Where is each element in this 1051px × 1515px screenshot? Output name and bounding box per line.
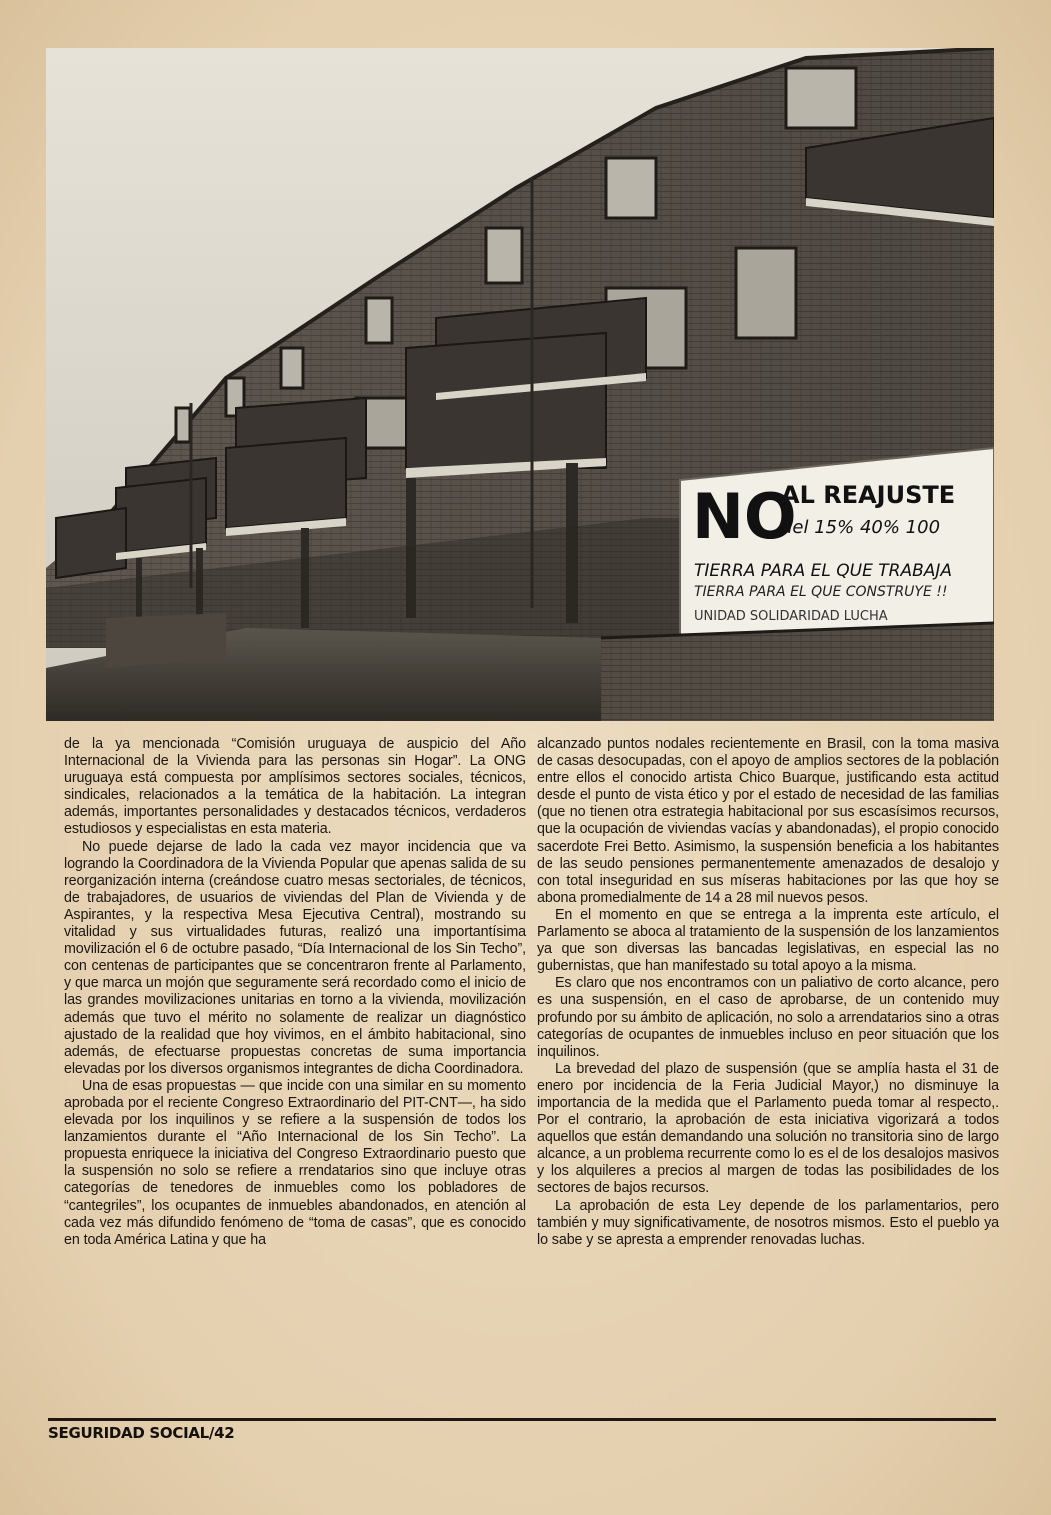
paragraph: Es claro que nos encontramos con un paliativo de corto alcance, pero es una suspensión, en el caso de aprobarse, de un contenido muy profundo por su ámbito de aplicación, no solo a arrendatarios sino a otras categorías de ocupantes de inmuebles incluso en peor situación que los inquilinos. xyxy=(537,975,999,1060)
paragraph: No puede dejarse de lado la cada vez mayor incidencia que va logrando la Coordinadora de la Vivienda Popular que apenas salida de su reorganización interna (creándose cuatro mesas sectoriales, de técnicos, de trabajadores, de usuarios de viviendas del Plan de Vivienda y de Aspirantes, y la respectiva Mesa Ejecutiva Central), mostrando su vitalidad y sus virtualidades futuras, realizó una importantísima movilización el 6 de octubre pasado, “Día Internacional de los Sin Techo”, con centenas de participantes que se concentraron frente al Parlamento, y que marca un mojón que seguramente será recordado como el inicio de las grandes movilizaciones unitarias en torno a la vivienda, movilización además que tuvo el mérito no solamente de realizar un diagnóstico ajustado de la realidad que hoy vivimos, en el ámbito habitacional, sino además, de efectuarse propuestas concretas de suma importancia elevadas por los diversos organismos integrantes de dicha Coordinadora. xyxy=(64,838,526,1077)
banner-tierra-construye: TIERRA PARA EL QUE CONSTRUYE !! xyxy=(694,584,948,600)
protest-banner xyxy=(680,448,994,638)
banner-tierra-trabaja: TIERRA PARA EL QUE TRABAJA xyxy=(694,561,953,581)
banner-percentages: del 15% 40% 100 xyxy=(781,517,941,538)
paragraph: de la ya mencionada “Comisión uruguaya de auspicio del Año Internacional de la Vivienda para las personas sin Hogar”. La ONG uruguaya está compuesta por amplísimos sectores sociales, técnicos, sindicales, relacionados a la temática de la habitación. La integran además, importantes personalidades y destacados técnicos, verdaderos estudiosos y especialistas en esta materia. xyxy=(64,736,526,838)
footer-rule xyxy=(48,1418,996,1421)
paragraph: Una de esas propuestas — que incide con una similar en su momento aprobada por el reciente Congreso Extraordinario del PIT-CNT—, ha sido elevada por los inquilinos y se refiere a la suspensión de todos los lanzamientos durante el “Año Internacional de los Sin Techo”. La propuesta enriquece la iniciativa del Congreso Extraordinario puesto que la suspensión no solo se refiere a rrendatarios sino que incluye otras categorías de tenedores de inmuebles como los pobladores de “cantegriles”, los ocupantes de inmuebles abandonados, en atención al cada vez más difundido fenómeno de “toma de casas”, que es conocido en toda América Latina y que ha xyxy=(64,1077,526,1248)
banner-al-reajuste: AL REAJUSTE xyxy=(781,481,956,509)
article-column-left xyxy=(64,736,526,1249)
paragraph: La aprobación de esta Ley depende de los parlamentarios, pero también y muy significativamente, de nosotros mismos. Esto el pueblo ya lo sabe y se apresta a emprender renovadas luchas. xyxy=(537,1197,999,1248)
banner-unidad-lucha: UNIDAD SOLIDARIDAD LUCHA xyxy=(694,609,888,624)
banner-no: NO xyxy=(692,480,797,553)
building-photo xyxy=(46,48,994,721)
article-column-right xyxy=(537,736,999,1249)
paragraph: En el momento en que se entrega a la imprenta este artículo, el Parlamento se aboca al tratamiento de la suspensión de los lanzamientos ya que son diversas las bancadas legislativas, en especial las no gubernistas, que han manifestado su total apoyo a la misma. xyxy=(537,906,999,975)
page-footer: SEGURIDAD SOCIAL/42 xyxy=(48,1424,235,1442)
paragraph: alcanzado puntos nodales recientemente en Brasil, con la toma masiva de casas desocupadas, con el apoyo de amplios sectores de la población entre ellos el conocido artista Chico Buarque, justificando esta actitud desde el punto de vista ético y por el estado de necesidad de las familias (que no tienen otra estrategia habitacional por sus escasísimos recursos, que la ocupación de viviendas vacías y abandonadas), el propio conocido sacerdote Frei Betto. Asimismo, la suspensión beneficia a los habitantes de las seudo pensiones permanentemente amenazados de desalojo y con total inseguridad en sus míseras habitaciones por las que hoy se abona promedialmente de 14 a 28 mil nuevos pesos. xyxy=(537,736,999,906)
paragraph: La brevedad del plazo de suspensión (que se amplía hasta el 31 de enero por incidencia de la Feria Judicial Mayor,) no disminuye la importancia de la medida que el Parlamento pueda tomar al respecto,. Por el contrario, la aprobación de esta iniciativa vigorizará a todos aquellos que están demandando una solución no transitoria sino de largo alcance, a un problema recurrente como lo es el de los desalojos masivos y los alquileres a precios al margen de todas las posibilidades de los sectores de bajos recursos. xyxy=(537,1060,999,1197)
